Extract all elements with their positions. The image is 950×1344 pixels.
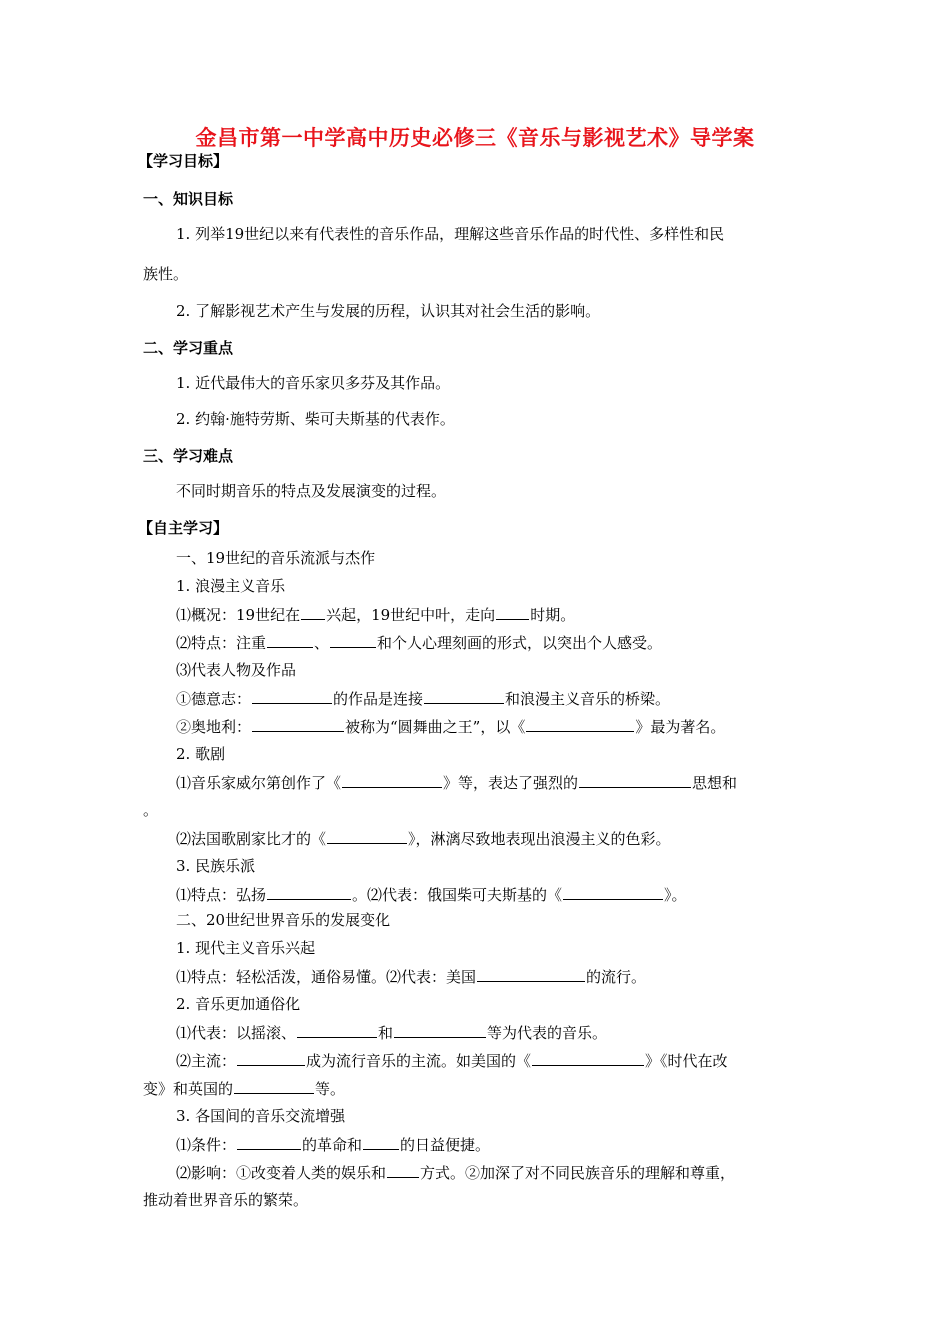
fill-blank[interactable] <box>579 772 691 788</box>
subsection-romantic-music: 1. 浪漫主义音乐 <box>176 577 286 595</box>
fill-blank[interactable] <box>387 1162 419 1178</box>
national-school-details: ⑴特点：弘扬 。⑵代表：俄国柴可夫斯基的《 》。 <box>176 886 687 904</box>
knowledge-goal-1-line1: 1. 列举19世纪以来有代表性的音乐作品，理解这些音乐作品的时代性、多样性和民 <box>176 225 725 243</box>
fill-blank[interactable] <box>297 1022 377 1038</box>
fill-blank[interactable] <box>363 1134 399 1150</box>
fill-blank[interactable] <box>327 828 407 844</box>
opera-verdi-end: 。 <box>143 801 159 819</box>
romantic-overview: ⑴概况：19世纪在 兴起，19世纪中叶，走向 时期。 <box>176 606 576 624</box>
knowledge-goal-2: 2. 了解影视艺术产生与发展的历程，认识其对社会生活的影响。 <box>176 302 601 320</box>
section-1-heading: 一、19世纪的音乐流派与杰作 <box>176 549 376 567</box>
fill-blank[interactable] <box>342 772 442 788</box>
fill-blank[interactable] <box>301 604 325 620</box>
document-title: 金昌市第一中学高中历史必修三《音乐与影视艺术》导学案 <box>195 126 755 150</box>
rep-austria: ②奥地利： 被称为“圆舞曲之王”，以《 》最为著名。 <box>176 718 726 736</box>
opera-bizet: ⑵法国歌剧家比才的《 》，淋漓尽致地表现出浪漫主义的色彩。 <box>176 830 671 848</box>
exchange-impact: ⑵影响：①改变着人类的娱乐和 方式。②加深了对不同民族音乐的理解和尊重， <box>176 1164 736 1182</box>
fill-blank[interactable] <box>267 884 351 900</box>
section-2-heading: 二、20世纪世界音乐的发展变化 <box>176 911 391 929</box>
opera-verdi: ⑴音乐家威尔第创作了《 》等，表达了强烈的 思想和 <box>176 774 738 792</box>
fill-blank[interactable] <box>394 1022 486 1038</box>
romantic-representatives: ⑶代表人物及作品 <box>176 661 297 679</box>
subsection-national-school: 3. 民族乐派 <box>176 857 256 875</box>
fill-blank[interactable] <box>532 1050 644 1066</box>
fill-blank[interactable] <box>237 1050 305 1066</box>
subsection-popular-music: 2. 音乐更加通俗化 <box>176 995 301 1013</box>
knowledge-goal-1-line2: 族性。 <box>143 265 189 283</box>
focus-2: 2. 约翰·施特劳斯、柴可夫斯基的代表作。 <box>176 410 455 428</box>
subsection-opera: 2. 歌剧 <box>176 745 226 763</box>
fill-blank[interactable] <box>252 688 332 704</box>
fill-blank[interactable] <box>252 716 344 732</box>
exchange-conditions: ⑴条件： 的革命和 的日益便捷。 <box>176 1136 491 1154</box>
knowledge-goals-header: 一、知识目标 <box>143 190 234 208</box>
romantic-features: ⑵特点：注重 、 和个人心理刻画的形式，以突出个人感受。 <box>176 634 663 652</box>
difficulty-1: 不同时期音乐的特点及发展演变的过程。 <box>176 482 447 500</box>
fill-blank[interactable] <box>330 632 376 648</box>
fill-blank[interactable] <box>563 884 663 900</box>
fill-blank[interactable] <box>424 688 504 704</box>
popular-representatives: ⑴代表：以摇滚、 和 等为代表的音乐。 <box>176 1024 608 1042</box>
fill-blank[interactable] <box>234 1078 314 1094</box>
subsection-music-exchange: 3. 各国间的音乐交流增强 <box>176 1107 346 1125</box>
fill-blank[interactable] <box>267 632 313 648</box>
focus-1: 1. 近代最伟大的音乐家贝多芬及其作品。 <box>176 374 451 392</box>
popular-mainstream-cont: 变》和英国的 等。 <box>143 1080 346 1098</box>
fill-blank[interactable] <box>496 604 529 620</box>
subsection-modernist-music: 1. 现代主义音乐兴起 <box>176 939 316 957</box>
popular-mainstream: ⑵主流： 成为流行音乐的主流。如美国的《 》《时代在改 <box>176 1052 728 1070</box>
goals-header: 【学习目标】 <box>138 152 229 170</box>
difficulty-header: 三、学习难点 <box>143 447 234 465</box>
fill-blank[interactable] <box>526 716 634 732</box>
exchange-impact-cont: 推动着世界音乐的繁荣。 <box>143 1191 309 1209</box>
self-study-header: 【自主学习】 <box>138 519 229 537</box>
fill-blank[interactable] <box>477 966 585 982</box>
rep-germany: ①德意志： 的作品是连接 和浪漫主义音乐的桥梁。 <box>176 690 671 708</box>
fill-blank[interactable] <box>237 1134 301 1150</box>
focus-header: 二、学习重点 <box>143 339 234 357</box>
modernist-details: ⑴特点：轻松活泼，通俗易懂。⑵代表：美国 的流行。 <box>176 968 647 986</box>
